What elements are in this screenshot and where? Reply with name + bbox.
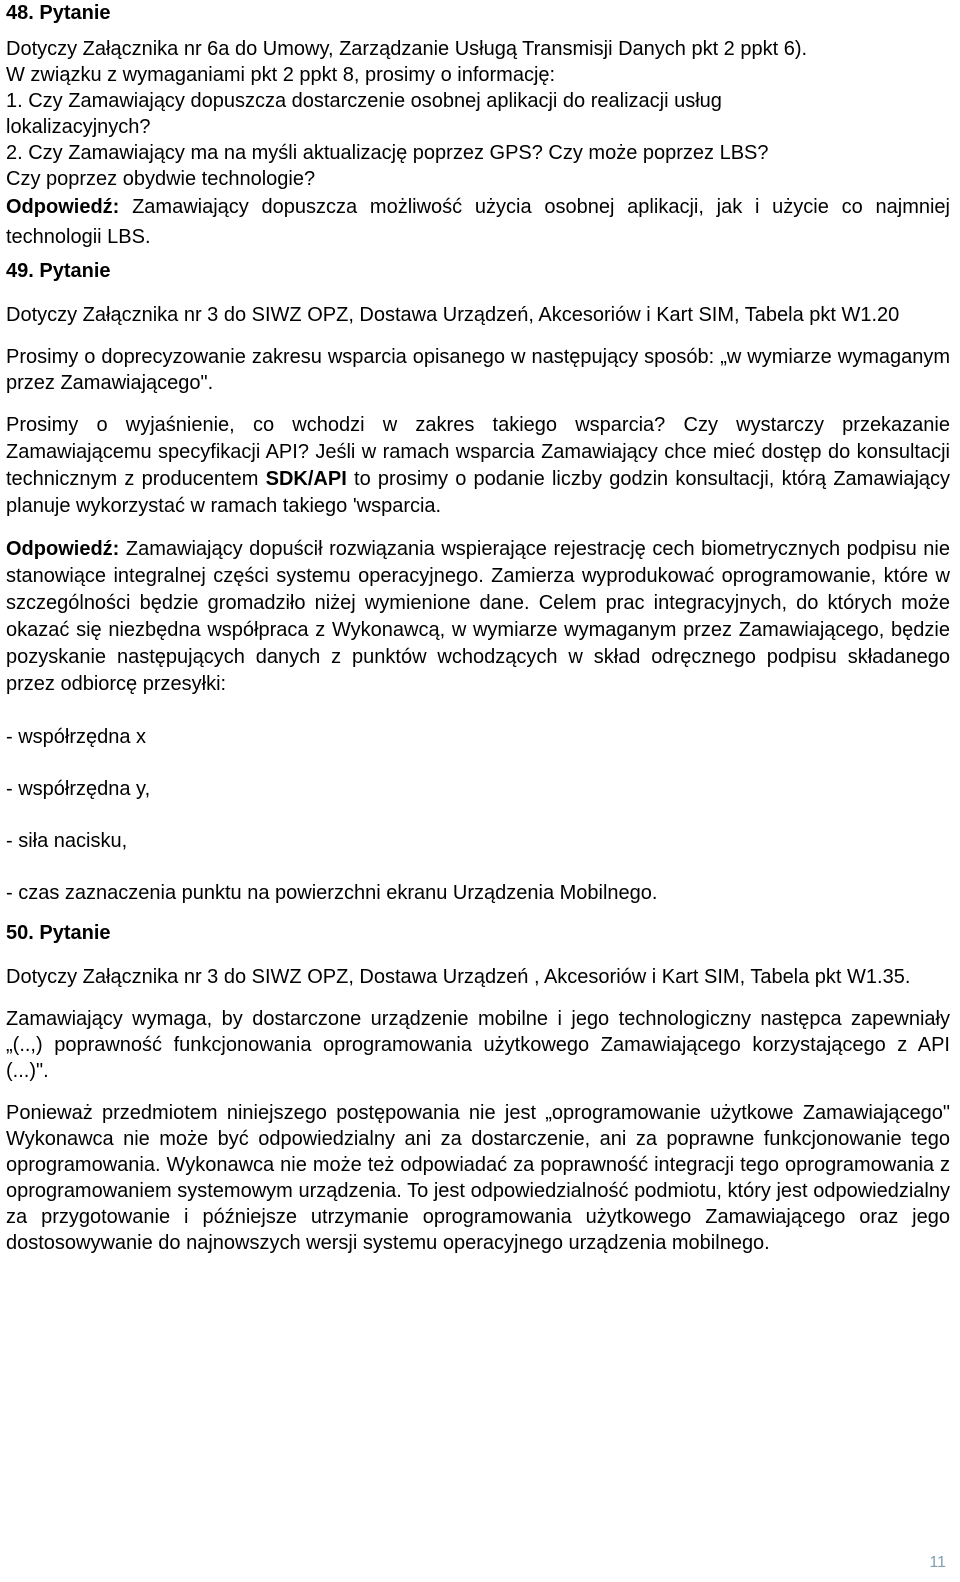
paragraph-text: Prosimy o wyjaśnienie, co wchodzi w zakres takiego wsparcia? Czy wystarczy przekazanie Zamawiającemu specyfikacji API? Jeśli w ramach wsparcia Zamawiający chce mieć dostęp do konsultacji technicznym z producentem	[6, 414, 950, 490]
question-49-reference: Dotyczy Załącznika nr 3 do SIWZ OPZ, Dostawa Urządzeń, Akcesoriów i Kart SIM, Tabela pkt W1.20	[6, 304, 900, 326]
question-48-reference: Dotyczy Załącznika nr 6a do Umowy, Zarządzanie Usługą Transmisji Danych pkt 2 ppkt 6).	[6, 38, 808, 60]
question-50-heading: 50. Pytanie	[6, 922, 111, 944]
question-49-answer	[6, 536, 950, 698]
question-48-heading: 48. Pytanie	[6, 2, 111, 24]
answer-label: Odpowiedź:	[6, 538, 120, 560]
question-49-paragraph-2	[6, 412, 950, 520]
paragraph-text: to prosimy o podanie liczby godzin konsultacji, którą Zamawiający planuje wykorzystać w ramach takiego 'wsparcia.	[6, 468, 951, 517]
answer-label: Odpowiedź:	[6, 196, 120, 218]
question-50-paragraph-1: Zamawiający wymaga, by dostarczone urządzenie mobilne i jego technologiczny następca zapewniały „(..,) poprawność funkcjonowania oprogramowania użytkowego Zamawiającego korzystającego z API (...)".	[6, 1008, 950, 1082]
question-48-item-1: 1. Czy Zamawiający dopuszcza dostarczenie osobnej aplikacji do realizacji usług lokalizacyjnych?	[6, 90, 722, 138]
document-page	[6, 0, 950, 1256]
question-50	[6, 920, 950, 1256]
question-50-reference: Dotyczy Załącznika nr 3 do SIWZ OPZ, Dostawa Urządzeń , Akcesoriów i Kart SIM, Tabela pkt W1.35.	[6, 966, 911, 988]
question-48-intro: W związku z wymaganiami pkt 2 ppkt 8, prosimy o informację:	[6, 64, 556, 86]
list-item: - czas zaznaczenia punktu na powierzchni ekranu Urządzenia Mobilnego.	[6, 882, 658, 904]
list-item: - współrzędna x	[6, 726, 147, 748]
answer-text: Zamawiający dopuszcza możliwość użycia osobnej aplikacji, jak i użycie co najmniej technologii LBS.	[6, 196, 950, 248]
sdk-api-term: SDK/API	[265, 468, 347, 490]
list-item: - siła nacisku,	[6, 830, 128, 852]
question-48-item-2-cont: Czy poprzez obydwie technologie?	[6, 168, 316, 190]
question-50-paragraph-2: Ponieważ przedmiotem niniejszego postępowania nie jest „oprogramowanie użytkowe Zamawiającego" Wykonawca nie może być odpowiedzialny ani za dostarczenie, ani za poprawne funkcjonowanie tego oprogramowania. Wykonawca nie może też odpowiadać za poprawność integracji tego oprogramowania z oprogramowaniem systemowym urządzenia. To jest odpowiedzialność podmiotu, który jest odpowiedzialny za przygotowanie i późniejsze utrzymanie oprogramowania użytkowego Zamawiającego oraz jego dostosowywanie do najnowszych wersji systemu operacyjnego urządzenia mobilnego.	[6, 1102, 950, 1254]
question-49	[6, 258, 950, 906]
question-49-heading: 49. Pytanie	[6, 260, 111, 282]
question-48-answer	[6, 192, 950, 252]
question-48-item-2: 2. Czy Zamawiający ma na myśli aktualizację poprzez GPS? Czy może poprzez LBS?	[6, 142, 769, 164]
question-49-paragraph-1: Prosimy o doprecyzowanie zakresu wsparcia opisanego w następujący sposób: „w wymiarze wymaganym przez Zamawiającego".	[6, 346, 950, 394]
question-48	[6, 0, 950, 252]
list-item: - współrzędna y,	[6, 778, 151, 800]
answer-text: Zamawiający dopuścił rozwiązania wspierające rejestrację cech biometrycznych podpisu nie stanowiące integralnej części systemu operacyjnego. Zamierza wyprodukować oprogramowanie, które w szczególności będzie gromadziło niżej wymienione dane. Celem prac integracyjnych, do których może okazać się niezbędna współpraca z Wykonawcą, w wymiarze wymaganym przez Zamawiającego, będzie pozyskanie następujących danych z punktów wchodzących w skład odręcznego podpisu składanego przez odbiorcę przesyłki:	[6, 538, 950, 695]
page-number: 11	[929, 1554, 946, 1571]
